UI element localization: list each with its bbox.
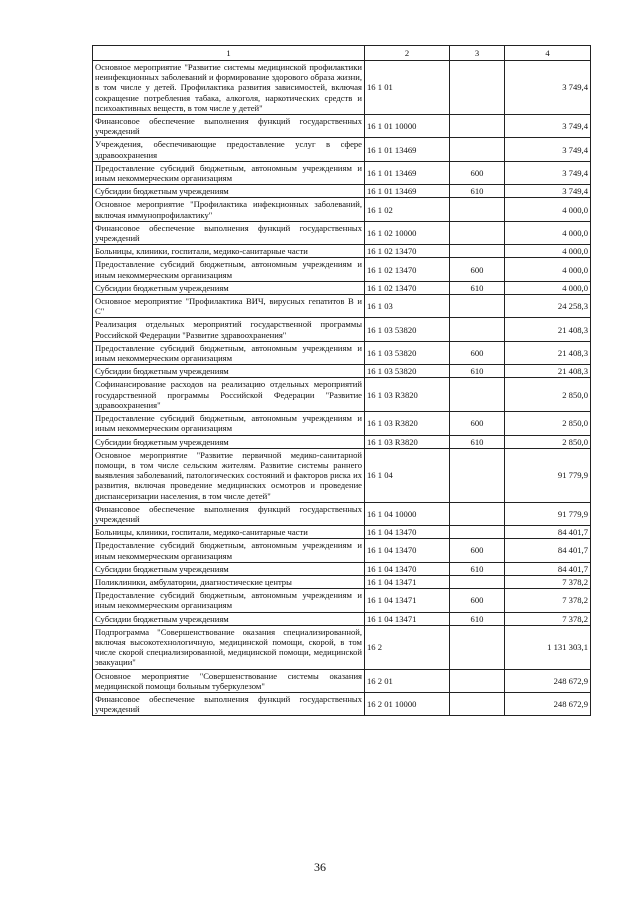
table-row [93, 692, 591, 715]
table-row [93, 378, 591, 412]
row-name-cell: Предоставление субсидий бюджетным, автономным учреждениям и иным некоммерческим организациям [93, 258, 365, 281]
row-amount-cell: 2 850,0 [505, 412, 591, 435]
page-number: 36 [314, 860, 326, 874]
row-code-cell: 16 1 03 R3820 [365, 378, 450, 412]
table-row [93, 61, 591, 115]
header-col-3: 3 [450, 46, 505, 61]
row-expense-type-cell [450, 61, 505, 115]
row-expense-type-cell [450, 625, 505, 669]
table-header-row [93, 46, 591, 61]
row-code-cell: 16 1 02 13470 [365, 281, 450, 294]
table-row [93, 435, 591, 448]
row-expense-type-cell [450, 502, 505, 525]
table-row [93, 115, 591, 138]
row-code-cell: 16 1 03 R3820 [365, 435, 450, 448]
row-expense-type-cell [450, 245, 505, 258]
row-name-cell: Поликлиники, амбулатории, диагностические центры [93, 575, 365, 588]
row-amount-cell: 84 401,7 [505, 526, 591, 539]
row-name-cell: Субсидии бюджетным учреждениям [93, 185, 365, 198]
row-name-cell: Предоставление субсидий бюджетным, автономным учреждениям и иным некоммерческим организациям [93, 589, 365, 612]
row-code-cell: 16 1 02 13470 [365, 258, 450, 281]
table-row [93, 258, 591, 281]
row-amount-cell: 84 401,7 [505, 562, 591, 575]
row-amount-cell: 248 672,9 [505, 692, 591, 715]
row-amount-cell: 21 408,3 [505, 318, 591, 341]
row-name-cell: Субсидии бюджетным учреждениям [93, 612, 365, 625]
row-expense-type-cell [450, 692, 505, 715]
row-expense-type-cell [450, 378, 505, 412]
table-row [93, 281, 591, 294]
row-expense-type-cell: 610 [450, 281, 505, 294]
row-expense-type-cell [450, 669, 505, 692]
row-code-cell: 16 2 01 [365, 669, 450, 692]
row-code-cell: 16 2 [365, 625, 450, 669]
row-name-cell: Учреждения, обеспечивающие предоставление услуг в сфере здравоохранения [93, 138, 365, 161]
header-col-2: 2 [365, 46, 450, 61]
row-code-cell: 16 1 01 13469 [365, 138, 450, 161]
table-row [93, 161, 591, 184]
row-expense-type-cell [450, 575, 505, 588]
row-expense-type-cell: 610 [450, 435, 505, 448]
row-name-cell: Основное мероприятие "Профилактика ВИЧ, вирусных гепатитов В и С" [93, 295, 365, 318]
row-expense-type-cell: 610 [450, 612, 505, 625]
row-name-cell: Субсидии бюджетным учреждениям [93, 365, 365, 378]
row-expense-type-cell: 610 [450, 562, 505, 575]
row-amount-cell: 91 779,9 [505, 502, 591, 525]
table-row [93, 318, 591, 341]
row-amount-cell: 91 779,9 [505, 448, 591, 502]
row-expense-type-cell: 600 [450, 412, 505, 435]
row-amount-cell: 2 850,0 [505, 435, 591, 448]
row-expense-type-cell [450, 318, 505, 341]
row-name-cell: Основное мероприятие "Совершенствование системы оказания медицинской помощи больным туберкулезом" [93, 669, 365, 692]
row-code-cell: 16 1 04 13470 [365, 526, 450, 539]
row-amount-cell: 21 408,3 [505, 341, 591, 364]
row-name-cell: Субсидии бюджетным учреждениям [93, 281, 365, 294]
row-amount-cell: 4 000,0 [505, 281, 591, 294]
row-name-cell: Финансовое обеспечение выполнения функций государственных учреждений [93, 692, 365, 715]
row-name-cell: Предоставление субсидий бюджетным, автономным учреждениям и иным некоммерческим организациям [93, 161, 365, 184]
row-name-cell: Основное мероприятие "Развитие первичной медико-санитарной помощи, в том числе сельским жителям. Развитие системы раннего выявления заболеваний, патологических состояний и факторов риска их развития, включая проведение медицинских осмотров и проведение диспансеризации населения, в том числе детей" [93, 448, 365, 502]
row-code-cell: 16 1 04 13471 [365, 612, 450, 625]
table-row [93, 526, 591, 539]
row-amount-cell: 1 131 303,1 [505, 625, 591, 669]
row-expense-type-cell: 610 [450, 185, 505, 198]
row-expense-type-cell [450, 448, 505, 502]
row-code-cell: 16 1 04 13470 [365, 539, 450, 562]
row-name-cell: Субсидии бюджетным учреждениям [93, 435, 365, 448]
table-row [93, 589, 591, 612]
row-expense-type-cell: 610 [450, 365, 505, 378]
table-row [93, 612, 591, 625]
table-row [93, 575, 591, 588]
row-expense-type-cell: 600 [450, 258, 505, 281]
row-name-cell: Финансовое обеспечение выполнения функций государственных учреждений [93, 221, 365, 244]
row-amount-cell: 4 000,0 [505, 198, 591, 221]
table-row [93, 295, 591, 318]
row-code-cell: 16 1 03 R3820 [365, 412, 450, 435]
table-row [93, 539, 591, 562]
row-amount-cell: 7 378,2 [505, 575, 591, 588]
row-name-cell: Предоставление субсидий бюджетным, автономным учреждениям и иным некоммерческим организациям [93, 341, 365, 364]
row-name-cell: Софинансирование расходов на реализацию отдельных мероприятий государственной программы Российской Федерации "Развитие здравоохранения" [93, 378, 365, 412]
row-expense-type-cell: 600 [450, 161, 505, 184]
row-expense-type-cell [450, 526, 505, 539]
table-row [93, 245, 591, 258]
table-row [93, 448, 591, 502]
row-amount-cell: 84 401,7 [505, 539, 591, 562]
table-row [93, 625, 591, 669]
row-name-cell: Больницы, клиники, госпитали, медико-санитарные части [93, 526, 365, 539]
row-amount-cell: 248 672,9 [505, 669, 591, 692]
budget-table [92, 45, 591, 716]
table-row [93, 412, 591, 435]
row-name-cell: Предоставление субсидий бюджетным, автономным учреждениям и иным некоммерческим организациям [93, 412, 365, 435]
row-amount-cell: 4 000,0 [505, 245, 591, 258]
row-code-cell: 16 1 04 13470 [365, 562, 450, 575]
row-name-cell: Субсидии бюджетным учреждениям [93, 562, 365, 575]
row-amount-cell: 7 378,2 [505, 612, 591, 625]
row-code-cell: 16 1 04 [365, 448, 450, 502]
header-col-4: 4 [505, 46, 591, 61]
row-amount-cell: 3 749,4 [505, 115, 591, 138]
row-amount-cell: 4 000,0 [505, 221, 591, 244]
table-row [93, 669, 591, 692]
row-name-cell: Предоставление субсидий бюджетным, автономным учреждениям и иным некоммерческим организациям [93, 539, 365, 562]
row-expense-type-cell [450, 115, 505, 138]
row-amount-cell: 21 408,3 [505, 365, 591, 378]
table-row [93, 221, 591, 244]
row-expense-type-cell: 600 [450, 539, 505, 562]
row-name-cell: Подпрограмма "Совершенствование оказания специализированной, включая высокотехнологичную, медицинской помощи, скорой, в том числе скорой специализированной, медицинской помощи, медицинской эвакуации" [93, 625, 365, 669]
row-code-cell: 16 1 01 10000 [365, 115, 450, 138]
row-expense-type-cell [450, 138, 505, 161]
row-code-cell: 16 1 02 10000 [365, 221, 450, 244]
row-amount-cell: 3 749,4 [505, 185, 591, 198]
row-code-cell: 16 1 01 13469 [365, 161, 450, 184]
table-row [93, 185, 591, 198]
row-code-cell: 16 1 03 53820 [365, 365, 450, 378]
row-amount-cell: 2 850,0 [505, 378, 591, 412]
table-row [93, 138, 591, 161]
row-code-cell: 16 1 02 [365, 198, 450, 221]
row-code-cell: 16 1 04 10000 [365, 502, 450, 525]
table-row [93, 502, 591, 525]
row-name-cell: Основное мероприятие "Профилактика инфекционных заболеваний, включая иммунопрофилактику" [93, 198, 365, 221]
row-code-cell: 16 1 03 [365, 295, 450, 318]
row-code-cell: 16 1 04 13471 [365, 575, 450, 588]
row-expense-type-cell: 600 [450, 589, 505, 612]
row-name-cell: Реализация отдельных мероприятий государственной программы Российской Федерации "Развитие здравоохранения" [93, 318, 365, 341]
row-code-cell: 16 1 04 13471 [365, 589, 450, 612]
row-expense-type-cell: 600 [450, 341, 505, 364]
row-amount-cell: 3 749,4 [505, 61, 591, 115]
header-col-1: 1 [93, 46, 365, 61]
row-code-cell: 16 1 02 13470 [365, 245, 450, 258]
table-row [93, 365, 591, 378]
row-name-cell: Финансовое обеспечение выполнения функций государственных учреждений [93, 115, 365, 138]
row-code-cell: 16 1 03 53820 [365, 341, 450, 364]
row-code-cell: 16 1 01 [365, 61, 450, 115]
table-row [93, 341, 591, 364]
row-amount-cell: 3 749,4 [505, 161, 591, 184]
table-row [93, 198, 591, 221]
row-code-cell: 16 2 01 10000 [365, 692, 450, 715]
row-expense-type-cell [450, 198, 505, 221]
row-amount-cell: 24 258,3 [505, 295, 591, 318]
row-amount-cell: 4 000,0 [505, 258, 591, 281]
row-code-cell: 16 1 01 13469 [365, 185, 450, 198]
row-expense-type-cell [450, 295, 505, 318]
table-body [93, 61, 591, 716]
row-name-cell: Больницы, клиники, госпитали, медико-санитарные части [93, 245, 365, 258]
row-amount-cell: 3 749,4 [505, 138, 591, 161]
row-name-cell: Основное мероприятие "Развитие системы медицинской профилактики неинфекционных заболеваний и формирование здорового образа жизни, в том числе у детей. Профилактика развития зависимостей, включая сокращение потребления табака, алкоголя, наркотических средств и психоактивных веществ, в том числе у детей" [93, 61, 365, 115]
row-expense-type-cell [450, 221, 505, 244]
table-row [93, 562, 591, 575]
row-name-cell: Финансовое обеспечение выполнения функций государственных учреждений [93, 502, 365, 525]
row-amount-cell: 7 378,2 [505, 589, 591, 612]
row-code-cell: 16 1 03 53820 [365, 318, 450, 341]
